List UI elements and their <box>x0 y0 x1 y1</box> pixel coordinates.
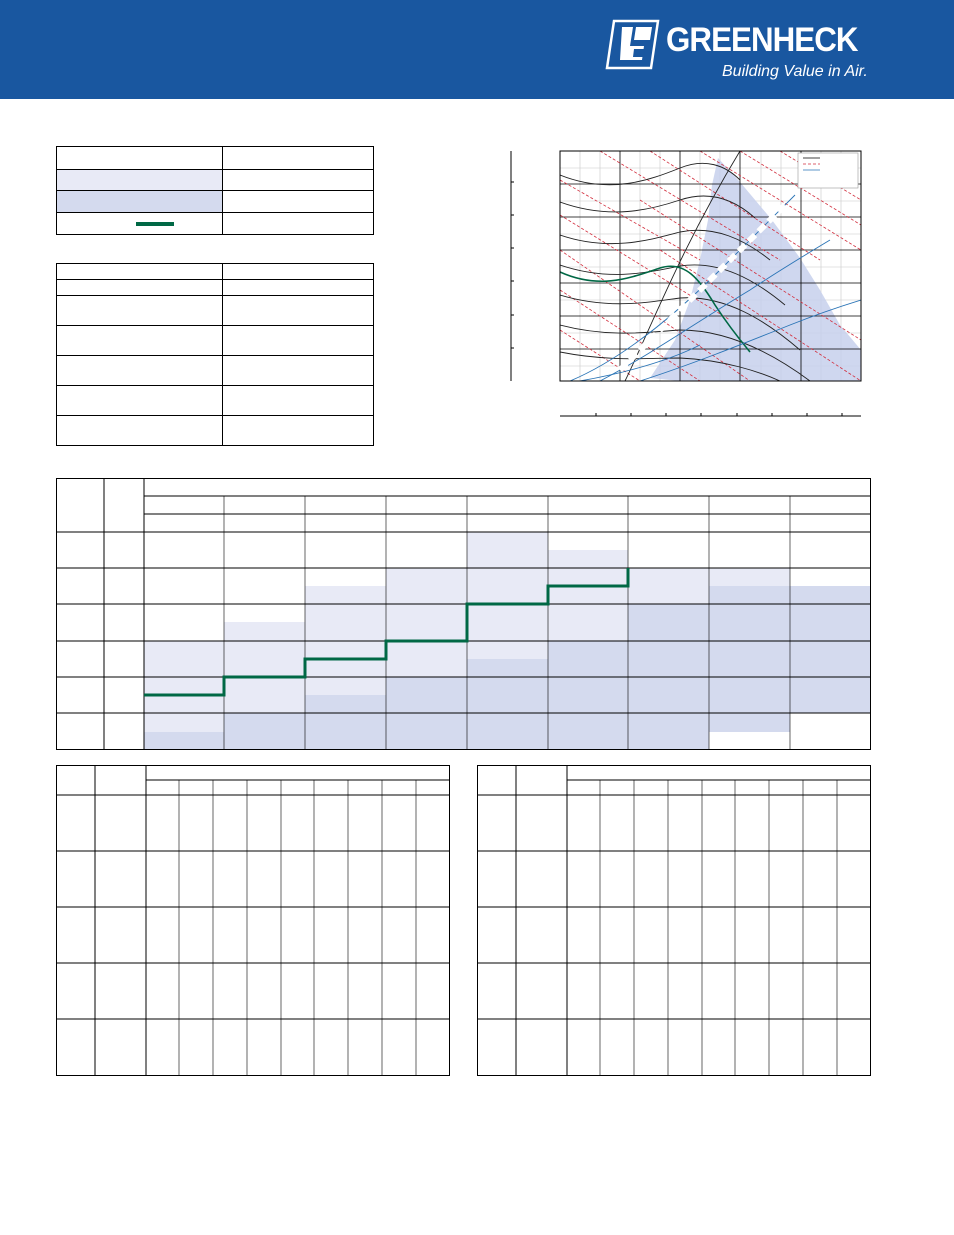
page-header <box>0 0 954 99</box>
data-table-left <box>56 765 451 1077</box>
medium-band-swatch <box>57 191 223 213</box>
selection-matrix <box>56 478 872 752</box>
green-line-swatch <box>136 222 174 226</box>
brand-tagline: Building Value in Air. <box>722 63 868 80</box>
line-swatch-cell <box>57 213 223 235</box>
spec-table <box>56 263 374 446</box>
performance-chart <box>500 140 870 430</box>
legend-table <box>56 146 374 235</box>
greenheck-logo-icon <box>606 20 659 69</box>
brand-name: GREENHECK <box>666 21 858 59</box>
light-band-swatch <box>57 170 223 191</box>
data-table-right <box>477 765 872 1077</box>
